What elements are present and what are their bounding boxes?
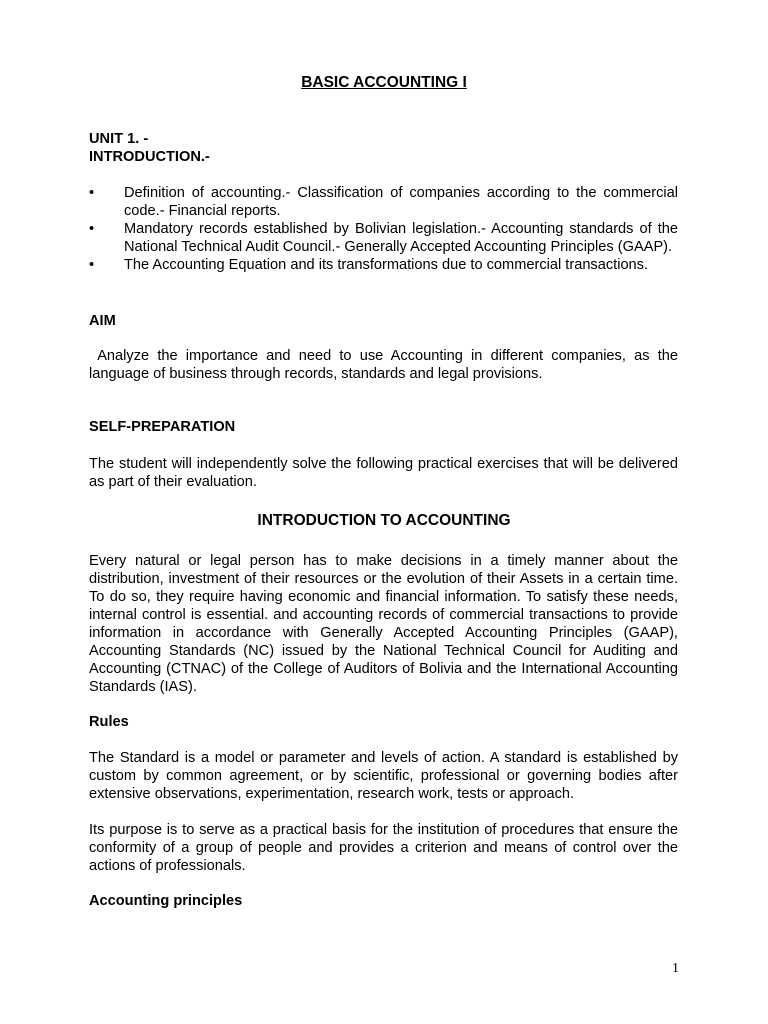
list-item (89, 184, 678, 220)
list-item (89, 220, 678, 256)
list-item-text: The Accounting Equation and its transformations due to commercial transactions. (124, 257, 649, 273)
introduction-heading: INTRODUCTION TO ACCOUNTING (257, 512, 511, 529)
self-preparation-paragraph: The student will independently solve the following practical exercises that will be delivered as part of their evaluation. (89, 456, 678, 490)
topics-list (89, 184, 678, 274)
bullet-icon: • (89, 185, 95, 201)
document-title: BASIC ACCOUNTING I (301, 74, 467, 91)
list-item (89, 256, 678, 274)
unit-title: INTRODUCTION.- (89, 149, 210, 165)
page-number: 1 (672, 961, 679, 976)
bullet-icon: • (89, 221, 95, 237)
list-item-text: Mandatory records established by Bolivian legislation.- Accounting standards of the National Technical Audit Council.- Generally Accepted Accounting Principles (GAAP). (124, 221, 678, 255)
rules-heading: Rules (89, 714, 129, 730)
self-preparation-heading: SELF-PREPARATION (89, 419, 236, 435)
rules-paragraph-2: Its purpose is to serve as a practical basis for the institution of procedures that ensure the conformity of a group of people and provides a criterion and means of control over the actions of professionals. (89, 822, 678, 874)
rules-paragraph-1: The Standard is a model or parameter and levels of action. A standard is established by custom by common agreement, or by scientific, professional or governing bodies after extensive observations, experimentation, research work, tests or approach. (89, 750, 678, 802)
list-item-text: Definition of accounting.- Classification of companies according to the commercial code.- Financial reports. (124, 185, 678, 219)
accounting-principles-heading: Accounting principles (89, 893, 243, 909)
unit-heading (89, 130, 678, 166)
unit-number: UNIT 1. - (89, 131, 149, 147)
aim-heading: AIM (89, 313, 116, 329)
aim-paragraph: Analyze the importance and need to use Accounting in different companies, as the language of business through records, standards and legal provisions. (89, 348, 683, 382)
introduction-paragraph: Every natural or legal person has to make decisions in a timely manner about the distribution, investment of their resources or the evolution of their Assets in a certain time. To do so, they require having economic and financial information. To satisfy these needs, internal control is essential. and accounting records of commercial transactions to provide information in accordance with Generally Accepted Accounting Principles (GAAP), Accounting Standards (NC) issued by the National Technical Council for Auditing and Accounting (CTNAC) of the College of Auditors of Bolivia and the International Accounting Standards (IAS). (89, 553, 678, 695)
bullet-icon: • (89, 257, 95, 273)
